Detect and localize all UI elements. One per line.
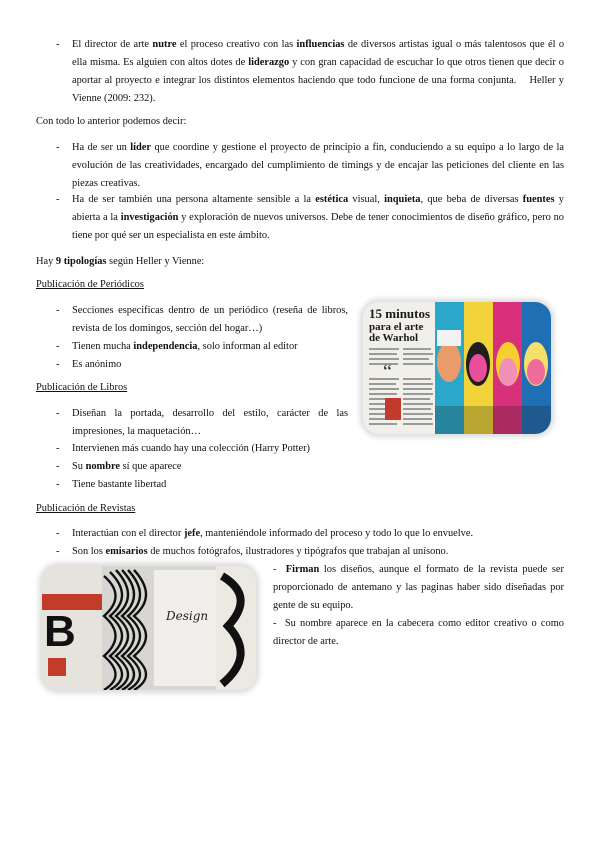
heading-periodicos: Publicación de Periódicos <box>36 279 144 290</box>
periodicos-item-independence: Tienen mucha independencia, solo informan al editor <box>72 341 298 352</box>
revistas-item-emissaries: Son los emisarios de muchos fotógrafos, ilustradores y tipógrafos que trabajan al unísono. <box>72 546 449 557</box>
bullet-marker: - <box>56 341 60 352</box>
conclusion-item-leader: Ha de ser un líder que coordine y gestione el proyecto de principio a fin, conduciendo a su equipo a lo largo de la evolución de las creatividades, encargado del cumplimiento de timings y de encajar las peticiones del cliente en las piezas creativas. <box>72 142 565 189</box>
revistas-item-masthead: - Su nombre aparece en la cabecera como editor creativo o como director de arte. <box>273 618 564 647</box>
conclusion-intro: Con todo lo anterior podemos decir: <box>36 116 187 127</box>
citation: Heller y Vienne (2009: 232). <box>72 75 564 104</box>
bullet-marker: - <box>56 479 60 490</box>
libros-item-name: Su nombre sí que aparece <box>72 461 182 472</box>
revistas-item-interact: Interactúan con el director jefe, manteniéndole informado del proceso y todo lo que lo envuelve. <box>72 528 474 539</box>
bullet-marker: - <box>56 443 60 454</box>
conclusion-item-aesthetic: Ha de ser también una persona altamente sensible a la estética visual, inquieta, que beba de diversas fuentes y abierta a la investigación y exploración de nuevos universos. Debe de tener conocimientos de diseño gráfico, pero no tiene por qué ser un especialista en este ámbito. <box>72 194 564 241</box>
bullet-marker: - <box>56 359 60 370</box>
bullet-marker: - <box>56 39 60 50</box>
bullet-marker: - <box>56 194 60 205</box>
magazine-script-text: Design <box>166 609 209 623</box>
magazine-letter-b-glyph: B <box>44 607 76 656</box>
intro-paragraph: El director de arte nutre el proceso creativo con las influencias de diversos artistas igual o más talentosos que él o ella misma. Es alguien con altos dotes de liderazgo y con gran capacidad de escuchar lo que otros tienen que decir o aportar al proyecto e integrar los distintos elementos haciendo que todo funcione de una forma conjunta. Heller y Vienne (2009: 232). <box>72 39 565 104</box>
bullet-marker: - <box>56 142 60 153</box>
newspaper-quote-mark: “ <box>383 361 392 383</box>
bullet-marker: - <box>56 408 60 419</box>
periodicos-item-anonymous: Es anónimo <box>72 359 122 370</box>
heading-revistas: Publicación de Revistas <box>36 503 136 514</box>
periodicos-item-sections: Secciones especificas dentro de un periódico (reseña de libros, revista de los domingos, sección del hogar…) <box>72 305 348 334</box>
heading-libros: Publicación de Libros <box>36 382 128 393</box>
bullet-marker: - <box>56 461 60 472</box>
warhol-popart-panels <box>435 302 551 434</box>
bullet-marker: - <box>56 546 60 557</box>
libros-item-design: Diseñan la portada, desarrollo del estilo, carácter de las impresiones, la maquetación… <box>72 408 348 437</box>
libros-item-freedom: Tiene bastante libertad <box>72 479 167 490</box>
soup-can-icon <box>385 398 401 420</box>
newspaper-headline-line2: para el arte <box>369 321 424 333</box>
bullet-marker: - <box>56 528 60 539</box>
typologies-intro: Hay 9 tipologías según Heller y Vienne: <box>36 256 205 267</box>
magazine-design-image <box>42 566 256 690</box>
newspaper-headline-line1: 15 minutos <box>369 306 431 321</box>
newspaper-headline-line3: de Warhol <box>369 332 419 344</box>
revistas-item-sign: - Firman los diseños, aunque el formato de la revista puede ser proporcionado de antemano y las paginas haber sido diseñadas por gente de su equipo. <box>273 564 564 611</box>
warhol-newspaper-image <box>363 302 551 434</box>
bullet-marker: - <box>56 305 60 316</box>
libros-item-collection: Intervienen más cuando hay una colección (Harry Potter) <box>72 443 311 454</box>
